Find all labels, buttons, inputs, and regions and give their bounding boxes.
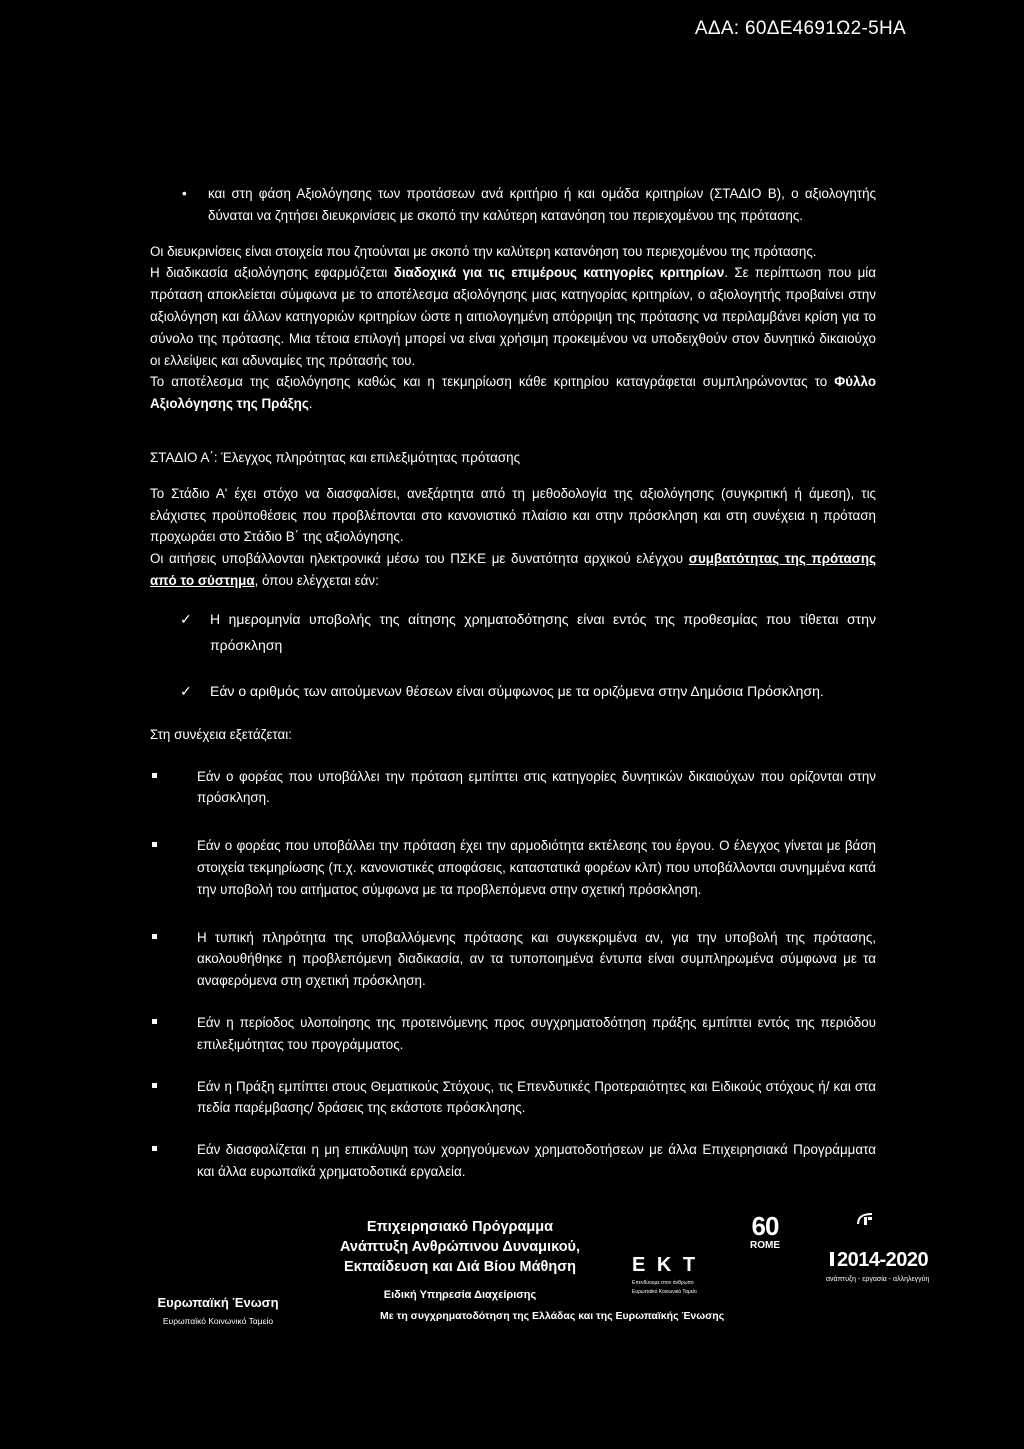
espa-years: 2014-2020 bbox=[837, 1249, 929, 1271]
continue-heading: Στη συνέχεια εξετάζεται: bbox=[150, 726, 292, 742]
eu-title: Ευρωπαϊκή Ένωση bbox=[157, 1295, 279, 1310]
bullet-text: και στη φάση Αξιολόγησης των προτάσεων ανά κριτήριο ή και ομάδα κριτηρίων (ΣΤΑΔΙΟ Β), ο αξιολογητής δύναται να ζητήσει διευκρινίσεις με σκοπό την καλύτερη κατανόηση του περιεχομένου της πρότασης. bbox=[208, 186, 876, 223]
check-text: Η ημερομηνία υποβολής της αίτησης χρηματοδότησης είναι εντός της προθεσμίας που τίθεται στην πρόσκληση bbox=[210, 610, 876, 653]
operational-programme-block bbox=[300, 1217, 620, 1305]
rome-label: ROME bbox=[750, 1240, 780, 1251]
text-bold: διαδοχικά για τις επιμέρους κατηγορίες κριτηρίων bbox=[393, 265, 725, 281]
espa-emblem-icon bbox=[856, 1212, 874, 1226]
list-item bbox=[150, 835, 876, 900]
paragraph-electronic-submission bbox=[150, 548, 876, 592]
square-bullet-icon bbox=[152, 1083, 157, 1088]
op-title-line1: Επιχειρησιακό Πρόγραμμα bbox=[366, 1219, 554, 1235]
list-item-text: Εάν ο φορέας που υποβάλλει την πρόταση εμπίπτει στις κατηγορίες δυνητικών δικαιούχων που ορίζονται στην πρόσκληση. bbox=[197, 768, 876, 806]
square-bullet-icon bbox=[152, 1146, 157, 1151]
rome-60-logo bbox=[750, 1211, 780, 1251]
cofunding-statement: Με τη συγχρηματοδότηση της Ελλάδας και της Ευρωπαϊκής Ένωσης bbox=[380, 1310, 725, 1322]
square-bullet-icon bbox=[152, 1019, 157, 1024]
ada-code: ΑΔΑ: 60ΔΕ4691Ω2-5ΗΑ bbox=[694, 18, 906, 39]
check-item bbox=[150, 606, 876, 658]
square-bullet-icon bbox=[152, 934, 157, 939]
espa-bar-icon bbox=[830, 1252, 834, 1266]
paragraph-evaluation-result bbox=[150, 371, 876, 415]
text-start: Το αποτέλεσμα της αξιολόγησης καθώς και η τεκμηρίωση κάθε κριτηρίου καταγράφεται συμπληρώνοντας το bbox=[150, 374, 835, 390]
ekt-logo bbox=[632, 1254, 698, 1295]
paragraph-stage-a-goal: Το Στάδιο Α' έχει στόχο να διασφαλίσει, ανεξάρτητα από τη μεθοδολογία της αξιολόγησης (συγκριτική ή άμεση), τις ελάχιστες προϋποθέσεις που προβλέπονται στο κανονιστικό πλαίσιο και στην πρόσκληση και στη συνέχεια η πρόταση προχωράει στο Στάδιο Β΄ της αξιολόγησης. bbox=[150, 485, 876, 545]
check-icon: ✓ bbox=[180, 610, 192, 627]
check-text: Εάν ο αριθμός των αιτούμενων θέσεων είναι σύμφωνος με τα οριζόμενα στην Δημόσια Πρόσκληση. bbox=[210, 682, 824, 699]
bullet-symbol: • bbox=[182, 186, 187, 201]
text-end: . bbox=[308, 396, 313, 412]
espa-tagline: ανάπτυξη - εργασία - αλληλεγγύη bbox=[826, 1276, 930, 1283]
list-item-text: Εάν η Πράξη εμπίπτει στους Θεματικούς Στόχους, τις Επενδυτικές Προτεραιότητες και Ειδικούς στόχους ή/ και στα πεδία παρέμβασης/ δράσεις της εκάστοτε πρόσκλησης. bbox=[197, 1078, 876, 1116]
ekt-tagline-2: Ευρωπαϊκό Κοινωνικό Ταμείο bbox=[632, 1289, 697, 1295]
text-end: , όπου ελέγχεται εάν: bbox=[254, 572, 379, 588]
paragraph-clarifications: Οι διευκρινίσεις είναι στοιχεία που ζητούνται με σκοπό την καλύτερη κατανόηση του περιεχομένου της πρότασης. bbox=[150, 243, 817, 259]
eu-fund: Ευρωπαϊκό Κοινωνικό Ταμείο bbox=[162, 1316, 274, 1326]
square-bullet-icon bbox=[152, 773, 157, 778]
text-start: Η διαδικασία αξιολόγησης εφαρμόζεται bbox=[150, 265, 394, 281]
list-item-text: Εάν ο φορέας που υποβάλλει την πρόταση έχει την αρμοδιότητα εκτέλεσης του έργου. Ο έλεγχος γίνεται με βάση στοιχεία τεκμηρίωσης (π.χ. κανονιστικές αποφάσεις, καταστατικά φορέων κλπ) που υποβάλλονται συνημμένα κατά την υποβολή του αιτήματος σύμφωνα με τα προβλεπόμενα στην σχετική πρόσκληση. bbox=[197, 838, 876, 897]
espa-logo bbox=[826, 1212, 960, 1283]
ekt-logo-text: Ε Κ Τ bbox=[632, 1254, 699, 1276]
list-item bbox=[150, 1139, 876, 1183]
managing-authority: Ειδική Υπηρεσία Διαχείρισης bbox=[383, 1289, 537, 1301]
espa-years-row bbox=[830, 1249, 960, 1272]
list-item-text: Η τυπική πληρότητα της υποβαλλόμενης πρότασης και συγκεκριμένα αν, για την υποβολή της πρότασης, ακολουθήθηκε η προβλεπόμενη διαδικασία, αν τα τυποποιημένα έντυπα είναι συμπληρωμένα σύμφωνα με τα αναφερόμενα στη σχετική πρόσκληση. bbox=[197, 929, 876, 989]
op-title-line3: Εκπαίδευση και Διά Βίου Μάθηση bbox=[343, 1259, 577, 1275]
check-item bbox=[150, 678, 876, 704]
list-item bbox=[150, 1012, 876, 1056]
list-item bbox=[150, 927, 876, 992]
list-item-text: Εάν η περίοδος υλοποίησης της προτεινόμενης προς συγχρηματοδότηση πράξης εμπίπτει εντός της περιόδου επιλεξιμότητας του προγράμματος. bbox=[197, 1014, 876, 1052]
square-bullet-icon bbox=[152, 842, 157, 847]
text-end: . Σε περίπτωση που μία πρόταση αποκλείεται σύμφωνα με το αποτέλεσμα αξιολόγησης μιας κατηγορίας κριτηρίων, ο αξιολογητής προβαίνει στην αξιολόγηση και άλλων κατηγοριών κριτηρίων ώστε η αιτιολογημένη απόρριψη της πρότασης να περιλαμβάνει κρίση για το σύνολο της πρότασης. Μια τέτοια επιλογή μπορεί να είναι χρήσιμη προκειμένου να υποδειχθούν στον δυνητικό δικαιούχο οι ελλείψεις και αδυναμίες της πρότασής του. bbox=[150, 265, 877, 368]
text-start: Οι αιτήσεις υποβάλλονται ηλεκτρονικά μέσω του ΠΣΚΕ με δυνατότητα αρχικού ελέγχου bbox=[150, 551, 689, 567]
bullet-item bbox=[150, 183, 876, 227]
text-bold: Φύλλο Αξιολόγησης της Πράξης bbox=[150, 374, 876, 412]
stage-a-heading: ΣΤΑΔΙΟ Α΄: Έλεγχος πληρότητας και επιλεξιμότητας πρότασης bbox=[150, 449, 521, 465]
list-item bbox=[150, 766, 876, 810]
list-item bbox=[150, 1076, 876, 1120]
list-item-text: Εάν διασφαλίζεται η μη επικάλυψη των χορηγούμενων χρηματοδοτήσεων με άλλα Επιχειρησιακά Προγράμματα και άλλα ευρωπαϊκά χρηματοδοτικά εργαλεία. bbox=[197, 1142, 876, 1179]
rome-number: 60 bbox=[751, 1211, 779, 1241]
op-title-line2: Ανάπτυξη Ανθρώπινου Δυναμικού, bbox=[339, 1239, 581, 1255]
eu-logo-block bbox=[146, 1295, 290, 1326]
paragraph-evaluation-procedure bbox=[150, 262, 876, 371]
check-icon: ✓ bbox=[180, 682, 192, 699]
document-body bbox=[150, 183, 876, 1183]
ekt-tagline-1: Επενδύουμε στον άνθρωπο bbox=[632, 1280, 694, 1286]
text-bold: συμβατότητας της πρότασης από το σύστημα bbox=[150, 551, 876, 588]
